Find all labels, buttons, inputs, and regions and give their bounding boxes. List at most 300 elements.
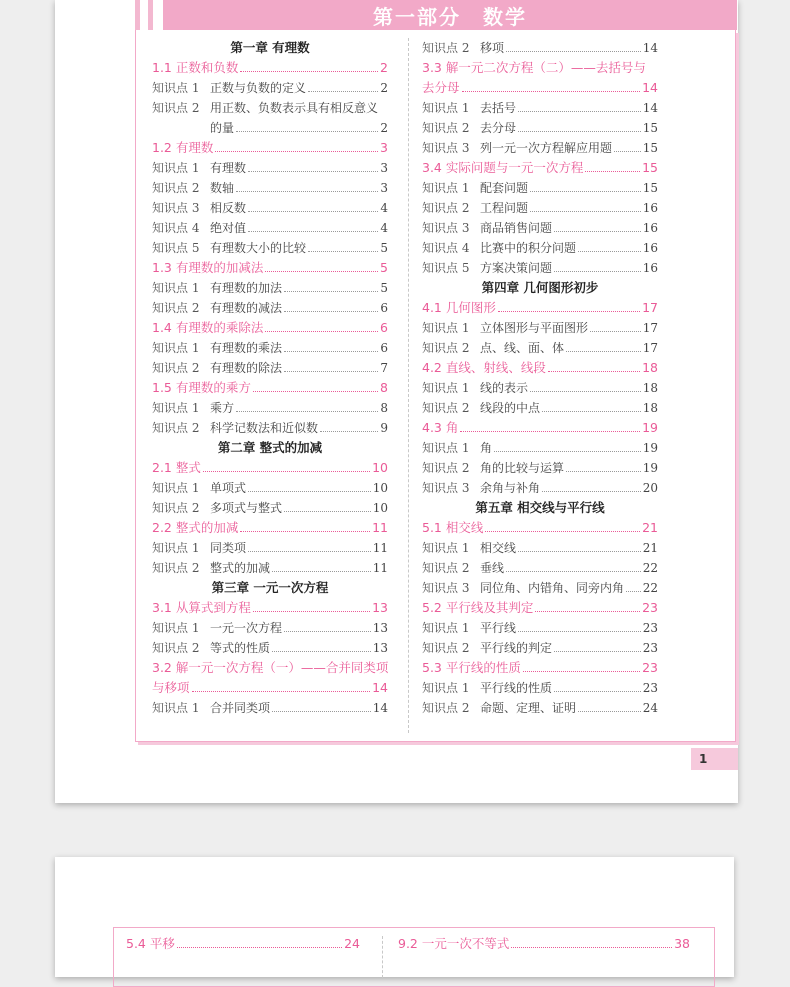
knowledge-title: 有理数的加法	[210, 281, 283, 295]
toc-knowledge-entry[interactable]	[152, 618, 388, 638]
knowledge-label: 知识点 1	[422, 541, 470, 555]
knowledge-title: 科学记数法和近似数	[210, 421, 319, 435]
leader-dots	[578, 711, 641, 712]
knowledge-label: 知识点 2	[422, 121, 470, 135]
leader-dots	[462, 91, 641, 92]
leader-dots	[554, 651, 641, 652]
toc-section-entry[interactable]	[152, 58, 388, 78]
column-divider	[382, 936, 383, 978]
knowledge-title: 比赛中的积分问题	[480, 241, 577, 255]
page-ref: 23	[642, 660, 658, 675]
knowledge-title: 平行线的性质	[480, 681, 553, 695]
page-ref: 6	[380, 301, 388, 315]
page-ref: 22	[642, 581, 658, 595]
toc-page-2	[55, 857, 734, 977]
knowledge-text	[152, 178, 234, 198]
toc-section-entry[interactable]	[422, 598, 658, 618]
toc-section-entry[interactable]	[422, 418, 658, 438]
knowledge-title: 数轴	[210, 181, 235, 195]
toc-knowledge-entry[interactable]	[422, 478, 658, 498]
leader-dots	[284, 291, 378, 292]
knowledge-label: 知识点 2	[422, 701, 470, 715]
knowledge-title: 配套问题	[480, 181, 529, 195]
knowledge-text	[422, 178, 528, 198]
toc-knowledge-entry[interactable]	[152, 558, 388, 578]
page-ref: 19	[642, 441, 658, 455]
page-ref: 10	[372, 481, 388, 495]
section-title-line1: 3.2 解一元一次方程（一）——合并同类项	[152, 660, 389, 675]
toc-knowledge-entry[interactable]	[152, 478, 388, 498]
toc-knowledge-entry[interactable]	[422, 138, 658, 158]
knowledge-label: 知识点 1	[422, 181, 470, 195]
toc-knowledge-entry[interactable]	[422, 238, 658, 258]
page-ref: 24	[344, 936, 360, 951]
leader-dots	[506, 571, 641, 572]
toc-section-entry[interactable]	[422, 58, 658, 98]
knowledge-title: 相交线	[480, 541, 517, 555]
knowledge-title: 角的比较与运算	[480, 461, 565, 475]
leader-dots	[265, 271, 378, 272]
leader-dots	[626, 591, 641, 592]
toc-knowledge-entry[interactable]	[152, 98, 388, 138]
section-title: 5.3 平行线的性质	[422, 660, 521, 675]
knowledge-title: 有理数	[210, 161, 247, 175]
toc-knowledge-entry[interactable]	[422, 218, 658, 238]
page-ref: 19	[642, 461, 658, 475]
knowledge-title: 移项	[480, 41, 505, 55]
knowledge-label: 知识点 1	[152, 621, 200, 635]
toc-knowledge-entry[interactable]	[152, 638, 388, 658]
knowledge-title: 去括号	[480, 101, 517, 115]
knowledge-text	[152, 398, 234, 418]
knowledge-line1	[152, 98, 388, 118]
page-ref: 11	[372, 541, 388, 555]
page-ref: 23	[642, 621, 658, 635]
toc-knowledge-entry[interactable]	[152, 218, 388, 238]
leader-dots	[272, 711, 371, 712]
knowledge-label: 知识点 1	[152, 161, 200, 175]
toc-section-entry[interactable]	[152, 518, 388, 538]
page-ref: 4	[380, 221, 388, 235]
knowledge-text	[152, 158, 246, 178]
leader-dots	[530, 391, 641, 392]
toc-knowledge-entry[interactable]	[152, 498, 388, 518]
page-ref: 7	[380, 361, 388, 375]
leader-dots	[554, 231, 641, 232]
toc-knowledge-entry[interactable]	[422, 438, 658, 458]
section-title: 3.4 实际问题与一元一次方程	[422, 160, 584, 175]
knowledge-text	[422, 138, 612, 158]
page-ref: 14	[372, 680, 388, 695]
leader-dots	[215, 151, 378, 152]
knowledge-text	[152, 618, 282, 638]
page-ref: 23	[642, 600, 658, 615]
toc-left-column	[152, 38, 388, 718]
knowledge-label: 知识点 4	[152, 221, 200, 235]
knowledge-label: 知识点 1	[152, 701, 200, 715]
section-title-line2-row	[422, 78, 658, 98]
section-title: 1.3 有理数的加减法	[152, 260, 264, 275]
toc-box-2	[113, 927, 715, 987]
toc-section-entry[interactable]	[152, 598, 388, 618]
leader-dots	[272, 651, 371, 652]
knowledge-title: 列一元一次方程解应用题	[480, 141, 613, 155]
knowledge-title: 单项式	[210, 481, 247, 495]
section-title: 4.3 角	[422, 420, 459, 435]
page-ref: 15	[642, 121, 658, 135]
page-ref: 18	[642, 360, 658, 375]
page-ref: 2	[380, 81, 388, 95]
knowledge-label: 知识点 1	[422, 441, 470, 455]
leader-dots	[518, 111, 641, 112]
leader-dots	[506, 51, 641, 52]
knowledge-label: 知识点 1	[422, 101, 470, 115]
leader-dots	[554, 691, 641, 692]
leader-dots	[566, 471, 641, 472]
knowledge-title-line2: 的量	[210, 121, 235, 135]
page-ref: 22	[642, 561, 658, 575]
leader-dots	[236, 411, 378, 412]
knowledge-text	[152, 558, 270, 578]
knowledge-title: 立体图形与平面图形	[480, 321, 589, 335]
page-ref: 17	[642, 341, 658, 355]
section-title: 2.2 整式的加减	[152, 520, 239, 535]
knowledge-title: 合并同类项	[210, 701, 271, 715]
page-ref: 14	[642, 41, 658, 55]
leader-dots	[248, 171, 378, 172]
page-ref: 16	[642, 261, 658, 275]
leader-dots	[284, 311, 378, 312]
toc-knowledge-entry[interactable]	[422, 118, 658, 138]
knowledge-text	[422, 198, 528, 218]
section-title: 1.4 有理数的乘除法	[152, 320, 264, 335]
toc-section-entry[interactable]	[126, 934, 360, 954]
knowledge-label: 知识点 2	[152, 101, 200, 115]
toc-section-entry[interactable]	[152, 318, 388, 338]
knowledge-text	[422, 558, 504, 578]
knowledge-text	[422, 218, 552, 238]
page-ref: 15	[642, 141, 658, 155]
section-title-line2: 去分母	[422, 80, 460, 95]
knowledge-text	[152, 338, 282, 358]
knowledge-text	[422, 118, 516, 138]
knowledge-text	[422, 638, 552, 658]
leader-dots	[265, 331, 378, 332]
page-ref: 14	[642, 80, 658, 95]
leader-dots	[272, 571, 371, 572]
page-ref: 5	[380, 260, 388, 275]
leader-dots	[248, 491, 371, 492]
section-title: 4.1 几何图形	[422, 300, 496, 315]
toc-knowledge-entry[interactable]	[422, 538, 658, 558]
knowledge-title: 有理数的除法	[210, 361, 283, 375]
knowledge-label: 知识点 2	[422, 341, 470, 355]
section-title: 5.2 平行线及其判定	[422, 600, 534, 615]
leader-dots	[518, 631, 641, 632]
leader-dots	[566, 351, 641, 352]
knowledge-text	[152, 238, 306, 258]
knowledge-label: 知识点 2	[152, 301, 200, 315]
knowledge-text	[422, 38, 504, 58]
toc-knowledge-entry[interactable]	[422, 698, 658, 718]
knowledge-label: 知识点 2	[422, 201, 470, 215]
toc-knowledge-entry[interactable]	[422, 458, 658, 478]
leader-dots	[530, 191, 641, 192]
knowledge-title: 角	[480, 441, 493, 455]
leader-dots	[494, 451, 641, 452]
knowledge-text	[152, 198, 246, 218]
leader-dots	[248, 551, 371, 552]
leader-dots	[590, 331, 641, 332]
knowledge-label: 知识点 2	[422, 401, 470, 415]
leader-dots	[240, 71, 378, 72]
toc-section-entry[interactable]	[422, 298, 658, 318]
knowledge-text	[422, 258, 552, 278]
knowledge-text	[422, 438, 492, 458]
section-title: 1.5 有理数的乘方	[152, 380, 251, 395]
knowledge-text	[422, 458, 564, 478]
toc-section-entry[interactable]	[152, 138, 388, 158]
toc-knowledge-entry[interactable]	[422, 198, 658, 218]
knowledge-text	[152, 538, 246, 558]
knowledge-label: 知识点 1	[152, 481, 200, 495]
section-title: 2.1 整式	[152, 460, 201, 475]
knowledge-title: 线的表示	[480, 381, 529, 395]
page-ref: 16	[642, 201, 658, 215]
page-ref: 14	[642, 101, 658, 115]
knowledge-text	[422, 238, 576, 258]
knowledge-label: 知识点 3	[422, 581, 470, 595]
page-ref: 5	[380, 241, 388, 255]
toc-knowledge-entry[interactable]	[152, 158, 388, 178]
knowledge-label: 知识点 5	[422, 261, 470, 275]
toc-section-entry[interactable]	[422, 518, 658, 538]
toc-knowledge-entry[interactable]	[422, 338, 658, 358]
toc-knowledge-entry[interactable]	[152, 398, 388, 418]
page-ref: 10	[372, 460, 388, 475]
leader-dots	[542, 491, 641, 492]
leader-dots	[320, 431, 378, 432]
toc-knowledge-entry[interactable]	[422, 578, 658, 598]
knowledge-title: 商品销售问题	[480, 221, 553, 235]
toc-left-column-2	[126, 934, 360, 954]
toc-section-entry[interactable]	[152, 258, 388, 278]
knowledge-label: 知识点 1	[422, 381, 470, 395]
page-ref: 3	[380, 161, 388, 175]
toc-knowledge-entry[interactable]	[152, 538, 388, 558]
leader-dots	[248, 231, 378, 232]
page-ref: 23	[642, 641, 658, 655]
page-ref: 14	[372, 701, 388, 715]
page-ref: 18	[642, 381, 658, 395]
leader-dots	[177, 947, 342, 948]
toc-knowledge-entry[interactable]	[422, 398, 658, 418]
toc-knowledge-entry[interactable]	[422, 38, 658, 58]
page-ref: 16	[642, 221, 658, 235]
toc-knowledge-entry[interactable]	[422, 98, 658, 118]
toc-knowledge-entry[interactable]	[422, 318, 658, 338]
knowledge-title: 同类项	[210, 541, 247, 555]
page-ref: 20	[642, 481, 658, 495]
leader-dots	[236, 191, 378, 192]
toc-knowledge-entry[interactable]	[152, 178, 388, 198]
knowledge-label: 知识点 1	[152, 401, 200, 415]
chapter-heading: 第五章 相交线与平行线	[475, 500, 605, 515]
knowledge-text	[422, 318, 588, 338]
leader-dots	[308, 251, 378, 252]
chapter-heading: 第一章 有理数	[230, 40, 310, 55]
section-title: 1.1 正数和负数	[152, 60, 239, 75]
leader-dots	[284, 511, 371, 512]
knowledge-label: 知识点 3	[422, 141, 470, 155]
knowledge-label: 知识点 1	[152, 281, 200, 295]
toc-knowledge-entry[interactable]	[422, 678, 658, 698]
knowledge-title: 去分母	[480, 121, 517, 135]
knowledge-title: 命题、定理、证明	[480, 701, 577, 715]
toc-section-entry[interactable]	[152, 458, 388, 478]
toc-section-entry[interactable]	[152, 378, 388, 398]
leader-dots	[308, 91, 378, 92]
toc-knowledge-entry[interactable]	[152, 358, 388, 378]
leader-dots	[523, 671, 640, 672]
toc-section-entry[interactable]	[422, 158, 658, 178]
knowledge-text	[152, 418, 318, 438]
page-ref: 5	[380, 281, 388, 295]
page-ref: 3	[380, 181, 388, 195]
banner-stripe	[135, 0, 140, 30]
leader-dots	[518, 551, 641, 552]
page-ref: 8	[380, 401, 388, 415]
knowledge-text	[422, 678, 552, 698]
section-title-line1: 3.3 解一元二次方程（二）——去括号与	[422, 60, 646, 75]
page-ref: 11	[372, 520, 388, 535]
knowledge-title: 工程问题	[480, 201, 529, 215]
leader-dots	[284, 371, 378, 372]
knowledge-title: 同位角、内错角、同旁内角	[480, 581, 625, 595]
toc-knowledge-entry[interactable]	[422, 258, 658, 278]
toc-knowledge-entry[interactable]	[422, 378, 658, 398]
toc-knowledge-entry[interactable]	[152, 278, 388, 298]
chapter-heading: 第四章 几何图形初步	[481, 280, 599, 295]
knowledge-label: 知识点 1	[152, 541, 200, 555]
banner-stripe	[148, 0, 153, 30]
knowledge-text	[152, 78, 306, 98]
leader-dots	[192, 691, 371, 692]
column-divider	[408, 38, 409, 733]
knowledge-title: 正数与负数的定义	[210, 81, 307, 95]
toc-knowledge-entry[interactable]	[152, 298, 388, 318]
knowledge-text	[152, 278, 282, 298]
knowledge-label: 知识点 2	[422, 41, 470, 55]
toc-knowledge-entry[interactable]	[152, 238, 388, 258]
page-ref: 13	[372, 621, 388, 635]
leader-dots	[248, 211, 378, 212]
toc-section-entry[interactable]	[422, 358, 658, 378]
page-ref: 4	[380, 201, 388, 215]
leader-dots	[498, 311, 640, 312]
page-ref: 15	[642, 160, 658, 175]
knowledge-title: 一元一次方程	[210, 621, 283, 635]
toc-knowledge-entry[interactable]	[422, 178, 658, 198]
knowledge-title: 垂线	[480, 561, 505, 575]
knowledge-text	[422, 698, 576, 718]
section-title: 4.2 直线、射线、线段	[422, 360, 546, 375]
toc-knowledge-entry[interactable]	[152, 338, 388, 358]
knowledge-label: 知识点 1	[152, 81, 200, 95]
knowledge-text	[152, 698, 270, 718]
knowledge-title: 有理数的减法	[210, 301, 283, 315]
page-ref: 13	[372, 641, 388, 655]
page-ref: 19	[642, 420, 658, 435]
knowledge-label: 知识点 2	[152, 561, 200, 575]
toc-knowledge-entry[interactable]	[422, 618, 658, 638]
page-ref: 15	[642, 181, 658, 195]
knowledge-title: 余角与补角	[480, 481, 541, 495]
knowledge-text	[152, 478, 246, 498]
toc-box	[135, 30, 736, 742]
section-banner: 第一部分 数学	[163, 0, 737, 30]
page-ref: 6	[380, 320, 388, 335]
toc-knowledge-entry[interactable]	[152, 418, 388, 438]
knowledge-text	[422, 618, 516, 638]
toc-section-entry[interactable]	[152, 658, 388, 698]
knowledge-title: 平行线的判定	[480, 641, 553, 655]
toc-knowledge-entry[interactable]	[152, 198, 388, 218]
leader-dots	[530, 211, 641, 212]
section-title: 3.1 从算式到方程	[152, 600, 251, 615]
knowledge-title: 平行线	[480, 621, 517, 635]
knowledge-label: 知识点 4	[422, 241, 470, 255]
knowledge-label: 知识点 2	[152, 641, 200, 655]
knowledge-label: 知识点 3	[422, 481, 470, 495]
leader-dots	[511, 947, 672, 948]
toc-knowledge-entry[interactable]	[152, 78, 388, 98]
leader-dots	[203, 471, 370, 472]
knowledge-line2-row	[152, 118, 388, 138]
knowledge-text	[422, 578, 624, 598]
page-ref: 13	[372, 600, 388, 615]
leader-dots	[284, 631, 371, 632]
toc-knowledge-entry[interactable]	[422, 638, 658, 658]
page-number: 1	[691, 748, 738, 770]
knowledge-label: 知识点 2	[152, 181, 200, 195]
knowledge-text	[152, 358, 282, 378]
toc-knowledge-entry[interactable]	[422, 558, 658, 578]
knowledge-title: 等式的性质	[210, 641, 271, 655]
knowledge-label: 知识点 5	[152, 241, 200, 255]
toc-section-entry[interactable]	[398, 934, 690, 954]
leader-dots	[485, 531, 640, 532]
knowledge-label: 知识点 1	[152, 341, 200, 355]
knowledge-text	[152, 298, 282, 318]
page-ref: 18	[642, 401, 658, 415]
knowledge-text	[152, 638, 270, 658]
toc-knowledge-entry[interactable]	[152, 698, 388, 718]
knowledge-title: 方案决策问题	[480, 261, 553, 275]
leader-dots	[284, 351, 378, 352]
knowledge-title: 绝对值	[210, 221, 247, 235]
knowledge-text	[422, 538, 516, 558]
toc-section-entry[interactable]	[422, 658, 658, 678]
chapter-heading: 第二章 整式的加减	[217, 440, 323, 455]
page-ref: 38	[674, 936, 690, 951]
knowledge-title: 乘方	[210, 401, 235, 415]
leader-dots	[460, 431, 640, 432]
page-ref: 8	[380, 380, 388, 395]
knowledge-text	[422, 398, 540, 418]
page-ref: 23	[642, 681, 658, 695]
page-ref: 10	[372, 501, 388, 515]
